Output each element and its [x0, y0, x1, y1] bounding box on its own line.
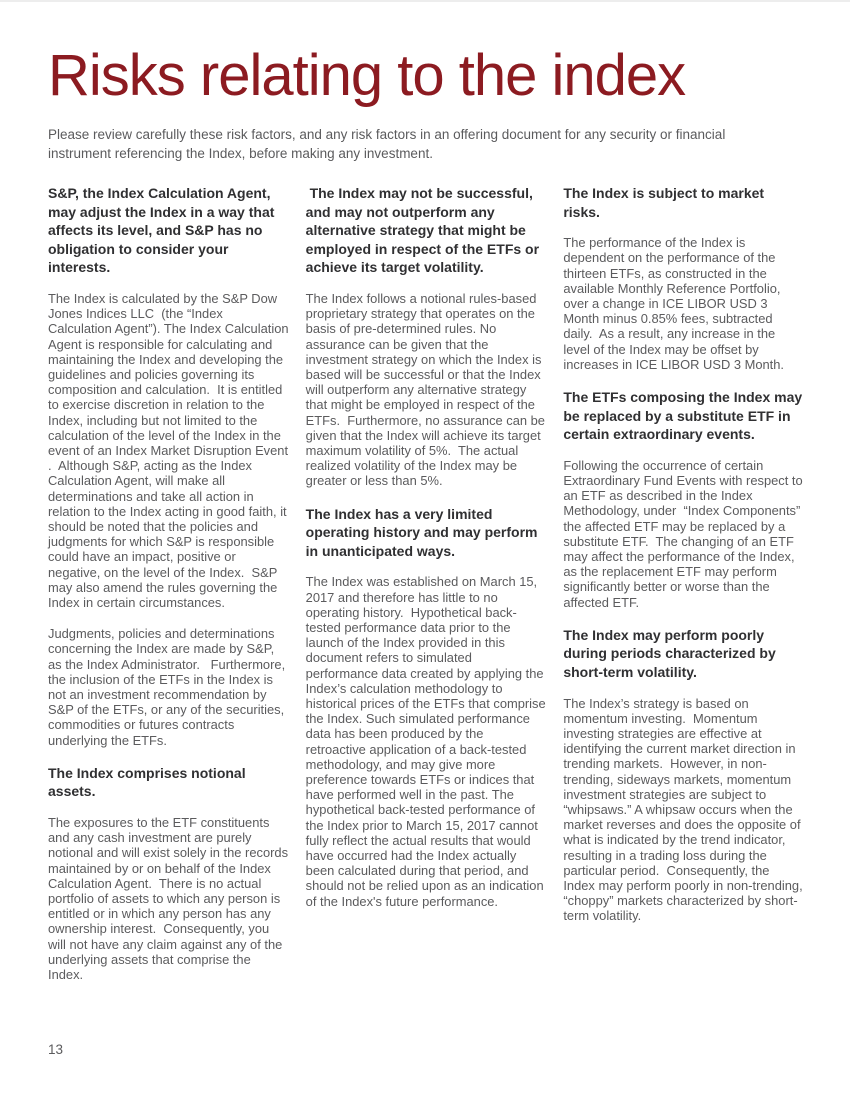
column-middle	[305, 184, 550, 998]
risk-heading-market-risks: The Index is subject to market risks.	[563, 185, 768, 220]
risk-paragraph: The Index was established on March 15, 2017 and therefore has little to no operating history. Hypothetical back-tested performance data prior to the launch of the Index provided in this document refers to simulated performance data created by applying the Index’s calculation methodology to historical prices of the ETFs that comprise the Index. Such simulated performance data has been produced by the retroactive application of a back-tested methodology, and may give more preference towards ETFs or indices that have performed well in the past. The hypothetical back-tested performance of the Index prior to March 15, 2017 cannot fully reflect the actual results that would have occurred had the Index actually been calculated during that period, and should not be relied upon as an indication of the Index's future performance.	[305, 574, 550, 909]
risk-paragraph: Following the occurrence of certain Extraordinary Fund Events with respect to an ETF as described in the Index Methodology, under “Index Components” the affected ETF may be replaced by a substitute ETF. The changing of an ETF may affect the performance of the Index, as the replacement ETF may perform significantly better or worse than the affected ETF.	[563, 457, 807, 610]
risk-heading-short-term-volatility: The Index may perform poorly during periods characterized by short-term volatility.	[563, 626, 780, 681]
column-left	[48, 184, 292, 998]
risk-paragraph: The Index follows a notional rules-based proprietary strategy that operates on the basis of pre-determined rules. No assurance can be given that the investment strategy on which the Index is based will be successful or that the Index will outperform any alternative strategy that might be employed in respect of the ETFs. Furthermore, no assurance can be given that the Index will achieve its target maximum volatility of 5%. The actual realized volatility of the Index may be greater or less than 5%.	[305, 290, 549, 489]
risk-heading-not-successful: The Index may not be successful, and may not outperform any alternative strategy that might be employed in respect of the ETFs or achieve its target volatility.	[305, 185, 543, 276]
risk-columns	[48, 184, 807, 998]
column-right	[563, 184, 807, 998]
risk-heading-substitute-etf: The ETFs composing the Index may be replaced by a substitute ETF in certain extraordinary events.	[563, 389, 807, 443]
risk-heading-limited-history: The Index has a very limited operating history and may perform in unanticipated ways.	[305, 505, 542, 559]
risk-paragraph: Judgments, policies and determinations concerning the Index are made by S&P, as the Index Administrator. Furthermore, the inclusion of the ETFs in the Index is not an investment recommendation by S&P of the ETFs, or any of the securities, commodities or futures contracts underlying the ETFs.	[48, 626, 289, 748]
risk-heading-notional-assets: The Index comprises notional assets.	[48, 764, 250, 800]
risk-paragraph: The performance of the Index is dependent on the performance of the thirteen ETFs, as constructed in the available Monthly Reference Portfolio, over a change in ICE LIBOR USD 3 Month minus 0.85% fees, subtracted daily. As a result, any increase in the level of the Index may be offset by increases in ICE LIBOR USD 3 Month.	[563, 235, 785, 372]
page-number: 13	[48, 1042, 64, 1057]
intro-paragraph: Please review carefully these risk factors, and any risk factors in an offering document for any security or financial instrument referencing the Index, before making any investment.	[48, 127, 730, 161]
page-title: Risks relating to the index	[48, 43, 686, 108]
risk-paragraph: The Index’s strategy is based on momentum investing. Momentum investing strategies are effective at identifying the current market direction in trending markets. However, in non-trending, sideways markets, momentum investment strategies are subject to “whipsaws.” A whipsaw occurs when the market reverses and does the opposite of what is indicated by the trend indicator, resulting in a trading loss during the particular period. Consequently, the Index may perform poorly in non-trending, “choppy” markets characterized by short-term volatility.	[563, 695, 807, 924]
risk-paragraph: The Index is calculated by the S&P Dow Jones Indices LLC (the “Index Calculation Agent”). The Index Calculation Agent is responsible for calculating and maintaining the Index and developing the guidelines and policies governing its composition and calculation. It is entitled to exercise discretion in relation to the Index, including but not limited to the calculation of the level of the Index in the event of an Index Market Disruption Event . Although S&P, acting as the Index Calculation Agent, will make all determinations and take all action in relation to the Index acting in good faith, it should be noted that the policies and judgments for which S&P is responsible could have an impact, positive or negative, on the level of the Index. S&P may also amend the rules governing the Index in certain circumstances.	[48, 290, 292, 611]
risk-paragraph: The exposures to the ETF constituents and any cash investment are purely notional and will exist solely in the records maintained by or on behalf of the Index Calculation Agent. There is no actual portfolio of assets to which any person is entitled or in which any person has any ownership interest. Consequently, you will not have any claim against any of the underlying assets that comprise the Index.	[48, 815, 292, 983]
risk-heading-sp-adjust-index: S&P, the Index Calculation Agent, may adjust the Index in a way that affects its level, and S&P has no obligation to consider your interests.	[48, 185, 279, 276]
